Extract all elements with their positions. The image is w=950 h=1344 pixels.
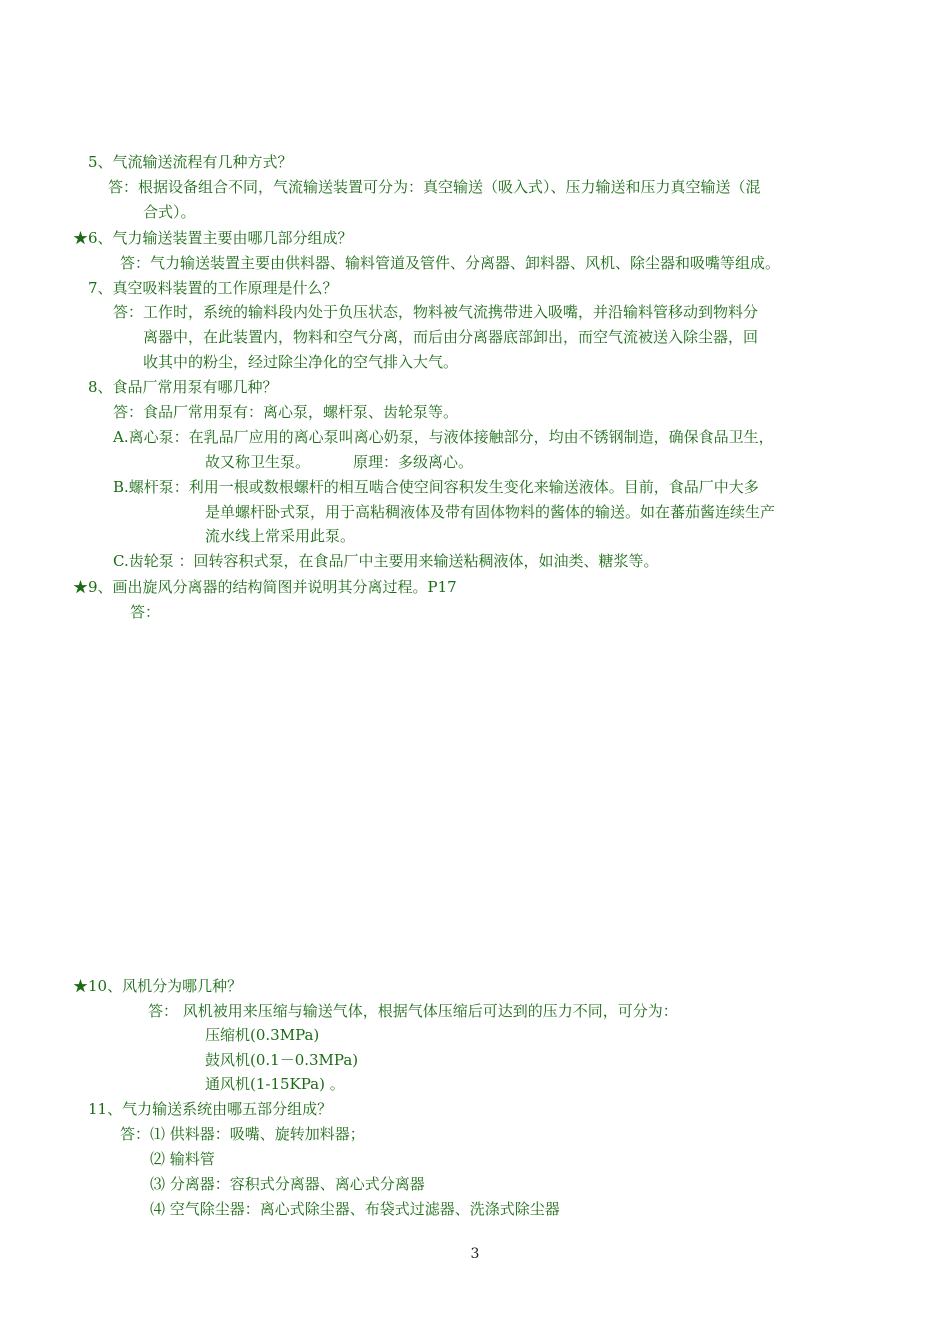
q5-answer-line-1: 答：根据设备组合不同，气流输送装置可分为：真空输送（吸入式）、压力输送和压力真空输送（混 bbox=[108, 178, 761, 196]
q10-compressor: 压缩机(0.3MPa) bbox=[205, 1026, 320, 1044]
q6-question: ★6、气力输送装置主要由哪几部分组成？ bbox=[73, 229, 353, 247]
q8-centrifugal-pump-line-2: 故又称卫生泵。 bbox=[205, 453, 311, 471]
q11-item-2: ⑵ 输料管 bbox=[150, 1150, 215, 1168]
q6-answer: 答：气力输送装置主要由供料器、输料管道及管件、分离器、卸料器、风机、除尘器和吸嘴等组成。 bbox=[120, 254, 781, 272]
q10-blower: 鼓风机(0.1－0.3MPa) bbox=[205, 1051, 359, 1069]
q8-centrifugal-pump-principle: 原理：多级离心。 bbox=[353, 453, 474, 471]
q10-question: ★10、风机分为哪几种？ bbox=[73, 977, 243, 995]
q8-screw-pump-line-3: 流水线上常采用此泵。 bbox=[205, 527, 356, 545]
q8-question: 8、食品厂常用泵有哪几种？ bbox=[88, 378, 278, 396]
page-number: 3 bbox=[470, 1246, 480, 1262]
q8-centrifugal-pump-line-1: A.离心泵：在乳品厂应用的离心泵叫离心奶泵，与液体接触部分，均由不锈钢制造，确保食品卫生， bbox=[113, 428, 774, 446]
q5-question: 5、气流输送流程有几种方式？ bbox=[88, 153, 293, 171]
q8-answer: 答：食品厂常用泵有：离心泵，螺杆泵、齿轮泵等。 bbox=[113, 403, 459, 421]
q11-item-1: 答：⑴ 供料器：吸嘴、旋转加料器； bbox=[120, 1125, 365, 1143]
q11-item-4: ⑷ 空气除尘器：离心式除尘器、布袋式过滤器、洗涤式除尘器 bbox=[150, 1200, 560, 1218]
q11-item-3: ⑶ 分离器：容积式分离器、离心式分离器 bbox=[150, 1175, 425, 1193]
q10-answer: 答： 风机被用来压缩与输送气体，根据气体压缩后可达到的压力不同，可分为： bbox=[148, 1002, 678, 1020]
q7-answer-line-3: 收其中的粉尘，经过除尘净化的空气排入大气。 bbox=[143, 353, 459, 371]
q7-answer-line-1: 答：工作时，系统的输料段内处于负压状态，物料被气流携带进入吸嘴，并沿输料管移动到物料分 bbox=[113, 303, 759, 321]
q8-screw-pump-line-2: 是单螺杆卧式泵，用于高粘稠液体及带有固体物料的酱体的输送。如在蕃茄酱连续生产 bbox=[205, 503, 776, 521]
q10-ventilator: 通风机(1-15KPa) 。 bbox=[205, 1075, 345, 1093]
q5-answer-line-2: 合式）。 bbox=[143, 203, 196, 221]
q7-question: 7、真空吸料装置的工作原理是什么？ bbox=[88, 279, 338, 297]
q11-question: 11、气力输送系统由哪五部分组成？ bbox=[88, 1100, 333, 1118]
q9-answer: 答： bbox=[130, 603, 161, 621]
q9-question: ★9、画出旋风分离器的结构简图并说明其分离过程。P17 bbox=[73, 578, 457, 596]
q8-gear-pump: C.齿轮泵 ：回转容积式泵，在食品厂中主要用来输送粘稠液体，如油类、糖浆等。 bbox=[113, 552, 659, 570]
q8-screw-pump-line-1: B.螺杆泵：利用一根或数根螺杆的相互啮合使空间容积发生变化来输送液体。目前，食品厂中大多 bbox=[113, 478, 759, 496]
q7-answer-line-2: 离器中，在此装置内，物料和空气分离，而后由分离器底部卸出，而空气流被送入除尘器，回 bbox=[143, 328, 759, 346]
